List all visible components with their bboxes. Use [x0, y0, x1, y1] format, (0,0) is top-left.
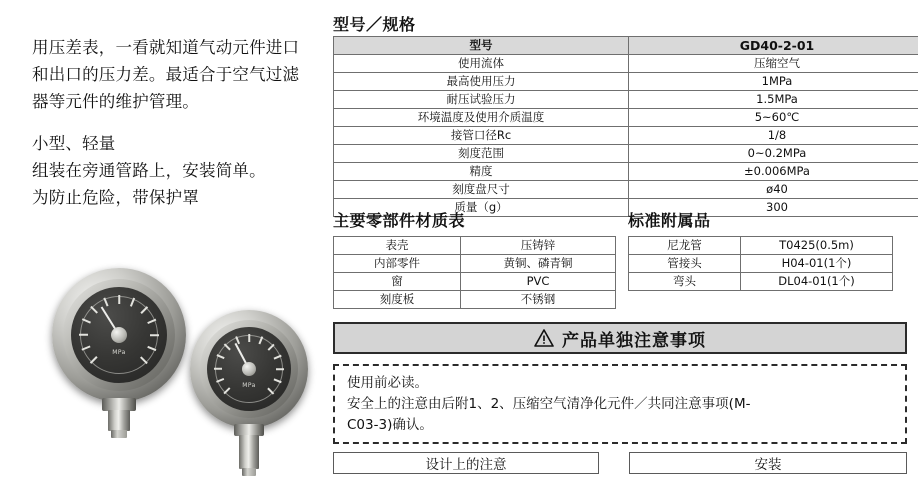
model-spec-table	[333, 36, 918, 217]
spec-label: 接管口径Rc	[334, 127, 629, 145]
spec-value: 300	[629, 199, 918, 217]
caution-body-line-2: 安全上的注意由后附1、2、压缩空气清净化元件／共同注意事项(M-	[347, 396, 751, 412]
feature-line-1: 小型、轻量	[32, 134, 116, 153]
material-part: 内部零件	[334, 255, 461, 273]
table-row	[334, 163, 918, 181]
accessories-section	[628, 208, 878, 291]
accessory-value: DL04-01(1个)	[741, 273, 893, 291]
table-row	[334, 237, 616, 255]
table-row	[334, 181, 918, 199]
left-column	[0, 0, 330, 477]
model-section-title: 型号／规格	[333, 15, 416, 34]
gauge-large-hub	[111, 327, 127, 343]
material-part: 刻度板	[334, 291, 461, 309]
table-row	[334, 91, 918, 109]
warning-triangle-icon	[534, 329, 554, 347]
accessory-value: T0425(0.5m)	[741, 237, 893, 255]
spec-value: ø40	[629, 181, 918, 199]
gauge-large-stem-tip	[111, 430, 127, 438]
table-row	[334, 145, 918, 163]
caution-body-line-3: C03-3)确认。	[347, 417, 433, 433]
materials-section-title: 主要零部件材质表	[333, 211, 466, 230]
material-part: 表壳	[334, 237, 461, 255]
description-line-1: 用压差表，一看就知道气动元件进口	[32, 38, 300, 57]
pressure-gauge-small	[190, 310, 308, 477]
spec-value: 压缩空气	[629, 55, 918, 73]
table-row	[629, 237, 893, 255]
description-line-2: 和出口的压力差。最适合于空气过滤	[32, 65, 300, 84]
spec-label: 刻度范围	[334, 145, 629, 163]
gauge-small-unit: MPa	[242, 382, 256, 389]
materials-section	[333, 208, 601, 309]
spec-value: 1.5MPa	[629, 91, 918, 109]
accessory-part: 弯头	[629, 273, 741, 291]
caution-banner-text: 产品单独注意事项	[562, 330, 706, 351]
caution-body-box	[333, 364, 907, 444]
gauge-large-face	[71, 287, 167, 383]
bottom-button-row	[333, 452, 907, 476]
material-part: 窗	[334, 273, 461, 291]
table-row	[334, 255, 616, 273]
design-notes-button[interactable]: 设计上的注意	[333, 452, 599, 474]
spec-value: 0~0.2MPa	[629, 145, 918, 163]
accessory-part: 管接头	[629, 255, 741, 273]
spec-label: 精度	[334, 163, 629, 181]
right-column	[332, 0, 918, 477]
material-value: 不锈钢	[461, 291, 616, 309]
table-row	[334, 109, 918, 127]
table-row	[334, 73, 918, 91]
accessory-value: H04-01(1个)	[741, 255, 893, 273]
pressure-gauge-large	[52, 268, 186, 438]
materials-table	[333, 236, 616, 309]
feature-line-3: 为防止危险，带保护罩	[32, 188, 199, 207]
spec-value: 1MPa	[629, 73, 918, 91]
gauge-small-stem	[239, 435, 259, 469]
product-features	[32, 130, 324, 211]
spec-label: 环境温度及使用介质温度	[334, 109, 629, 127]
table-row	[334, 55, 918, 73]
gauge-large-unit: MPa	[112, 349, 126, 356]
model-header-name: 型号	[334, 37, 629, 55]
product-caution-banner	[333, 322, 907, 354]
gauge-small-hub	[242, 362, 256, 376]
spec-label: 最高使用压力	[334, 73, 629, 91]
table-header-row	[334, 37, 918, 55]
gauge-large-stem	[108, 410, 130, 431]
product-description	[32, 34, 324, 115]
spec-label: 质量（g）	[334, 199, 629, 217]
accessories-section-title: 标准附属品	[628, 211, 711, 230]
material-value: 压铸锌	[461, 237, 616, 255]
table-row	[334, 273, 616, 291]
spec-value: 5~60℃	[629, 109, 918, 127]
table-row	[334, 291, 616, 309]
table-row	[629, 255, 893, 273]
material-value: PVC	[461, 273, 616, 291]
description-line-3: 器等元件的维护管理。	[32, 92, 199, 111]
table-row	[334, 127, 918, 145]
spec-label: 耐压试验压力	[334, 91, 629, 109]
caution-body-line-1: 使用前必读。	[347, 375, 428, 391]
spec-label: 使用流体	[334, 55, 629, 73]
table-row	[629, 273, 893, 291]
gauge-small-stem-tip	[242, 468, 256, 476]
accessories-table	[628, 236, 893, 291]
accessory-part: 尼龙管	[629, 237, 741, 255]
spec-label: 刻度盘尺寸	[334, 181, 629, 199]
model-header-value: GD40-2-01	[629, 37, 918, 55]
installation-button[interactable]: 安装	[629, 452, 907, 474]
spec-value: ±0.006MPa	[629, 163, 918, 181]
product-photo	[30, 268, 330, 477]
feature-line-2: 组装在旁通管路上，安装简单。	[32, 161, 266, 180]
material-value: 黄铜、磷青铜	[461, 255, 616, 273]
gauge-small-face	[207, 327, 291, 411]
spec-value: 1/8	[629, 127, 918, 145]
